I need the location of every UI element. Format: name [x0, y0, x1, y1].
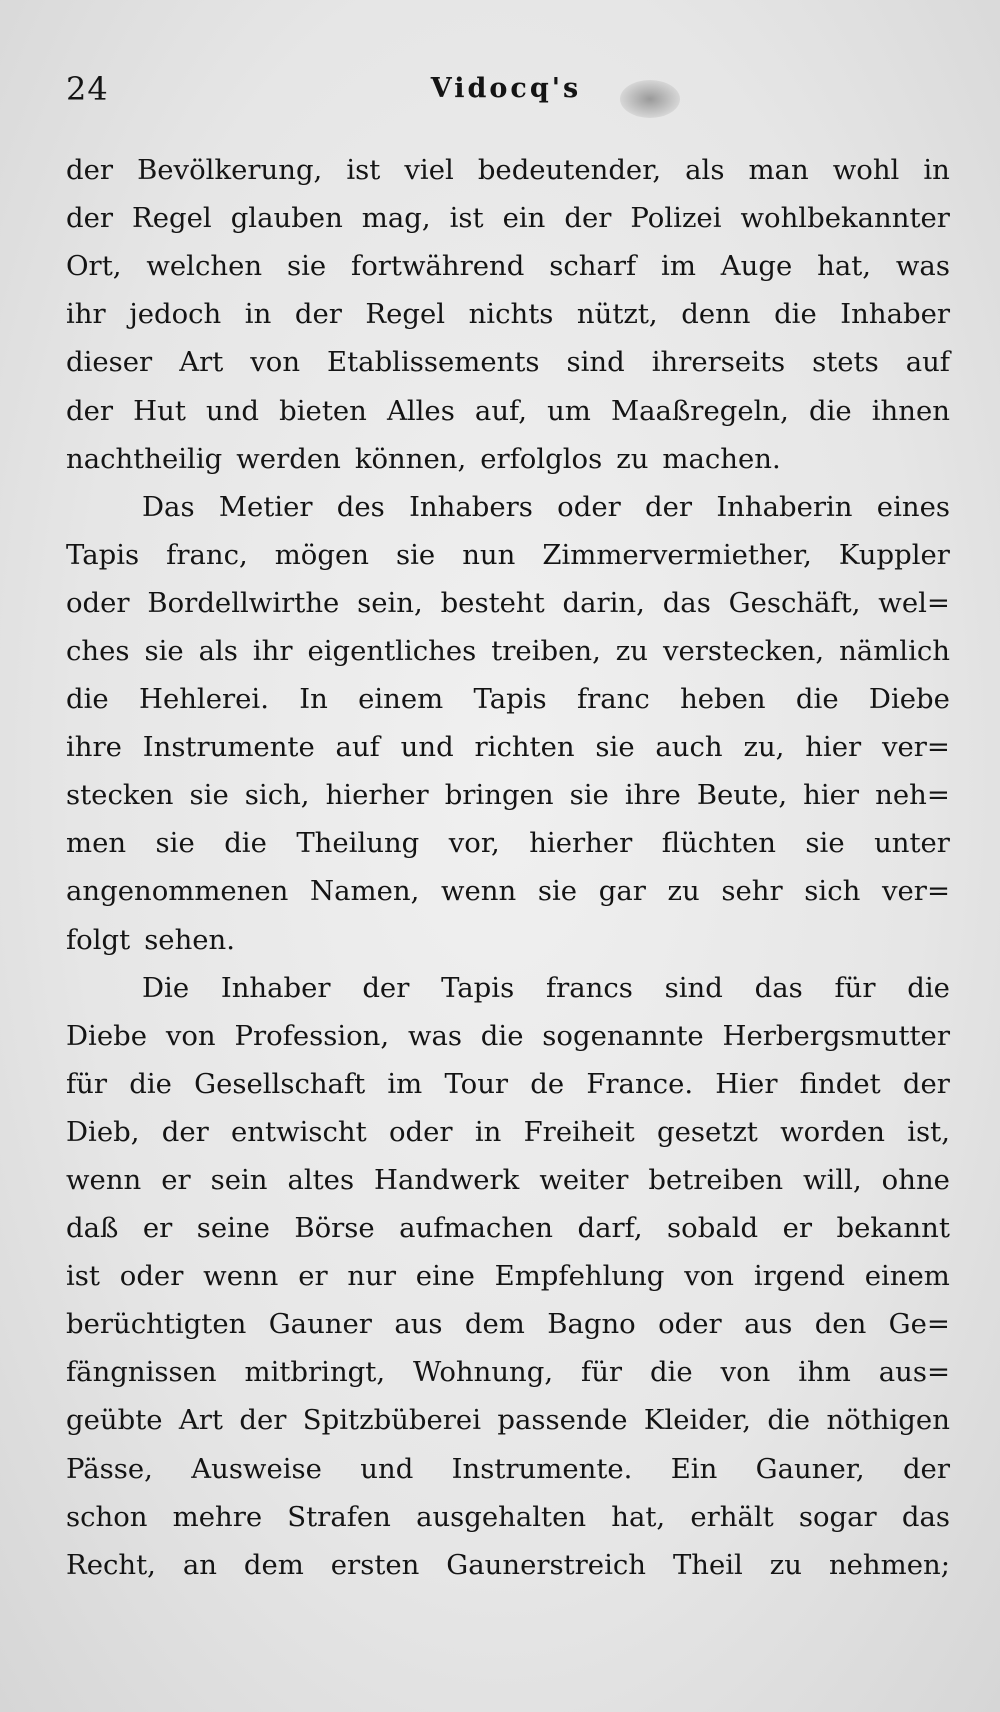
word: hier: [805, 731, 862, 764]
word: Art: [178, 1404, 223, 1437]
word: bekannt: [836, 1212, 950, 1245]
word: dem: [464, 1308, 525, 1341]
word: Gaunerstreich: [446, 1548, 646, 1581]
text-line: [66, 627, 950, 675]
word: fortwährend: [351, 250, 525, 283]
word: passende: [497, 1404, 628, 1437]
word: von: [250, 346, 301, 379]
word: sich,: [244, 779, 310, 812]
word: Wohnung,: [412, 1356, 554, 1389]
word: sind: [566, 346, 625, 379]
word: Freiheit: [523, 1115, 635, 1148]
word: von: [165, 1019, 216, 1052]
word: franc,: [166, 538, 248, 571]
word: Alles: [386, 394, 455, 427]
word: er: [782, 1212, 813, 1245]
word: einem: [358, 683, 444, 716]
word: ausgehalten: [416, 1500, 587, 1533]
word: werden: [236, 442, 341, 475]
word: In: [299, 683, 328, 716]
word: er: [161, 1164, 191, 1197]
word: für: [581, 1356, 623, 1389]
word: der: [294, 298, 342, 331]
running-head: Vidocq's: [430, 73, 582, 104]
text-line: [66, 531, 950, 579]
word: von: [684, 1260, 735, 1293]
word: bedeutender,: [477, 154, 662, 187]
word: unter: [874, 827, 950, 860]
text-line: [66, 1396, 950, 1444]
word: Theil: [672, 1548, 743, 1581]
word: die: [767, 1404, 811, 1437]
word: Etablissements: [327, 346, 540, 379]
word: machen.: [662, 442, 781, 475]
word: Empfehlung: [494, 1260, 665, 1293]
word: für: [66, 1067, 108, 1100]
word: heben: [680, 683, 766, 716]
word: men: [66, 827, 127, 860]
word: Ausweise: [191, 1452, 322, 1485]
word: ver=: [881, 875, 950, 908]
word: der: [66, 154, 114, 187]
word: aufmachen: [399, 1212, 554, 1245]
word: an: [182, 1548, 217, 1581]
word: die: [907, 971, 950, 1004]
text-line: [66, 675, 950, 723]
word: stecken: [66, 779, 174, 812]
word: oder: [388, 1115, 453, 1148]
word: wenn: [203, 1260, 279, 1293]
word: der: [239, 1404, 287, 1437]
word: als: [198, 634, 238, 667]
word: Pässe,: [66, 1452, 153, 1485]
word: als: [685, 154, 725, 187]
word: vor,: [448, 827, 500, 860]
word: Das: [142, 490, 195, 523]
word: sehen.: [144, 923, 236, 956]
word: sie: [155, 827, 195, 860]
word: Diebe: [66, 1019, 147, 1052]
word: sehr: [721, 875, 783, 908]
word: Tapis: [473, 683, 547, 716]
word: bieten: [279, 394, 367, 427]
text-line: [66, 435, 950, 483]
word: die: [224, 827, 267, 860]
word: Gauner: [268, 1308, 372, 1341]
word: altes: [287, 1164, 355, 1197]
word: Polizei: [630, 202, 722, 235]
word: welchen: [146, 250, 263, 283]
word: nützt,: [576, 298, 658, 331]
word: sein: [210, 1164, 268, 1197]
word: zu: [769, 1548, 802, 1581]
text-line: [66, 1445, 950, 1493]
word: auf: [905, 346, 950, 379]
word: denn: [681, 298, 751, 331]
word: de: [530, 1067, 565, 1100]
text-line: [66, 1012, 950, 1060]
word: nichts: [468, 298, 554, 331]
word: dieser: [66, 346, 153, 379]
word: findet: [799, 1067, 881, 1100]
word: irgend: [753, 1260, 845, 1293]
word: wel=: [878, 586, 950, 619]
word: der: [362, 971, 410, 1004]
word: Inhaberin: [716, 490, 853, 523]
word: Ort,: [66, 250, 122, 283]
word: gar: [598, 875, 646, 908]
word: mag,: [361, 202, 431, 235]
text-line: [66, 1348, 950, 1396]
word: Zimmervermiether,: [542, 538, 812, 571]
word: darf,: [577, 1212, 643, 1245]
word: Instrumente.: [451, 1452, 633, 1485]
word: der: [902, 1067, 950, 1100]
word: eines: [876, 490, 950, 523]
text-line: [66, 1300, 950, 1348]
word: Dieb,: [66, 1115, 140, 1148]
text-line: [66, 1493, 950, 1541]
word: Diebe: [868, 683, 950, 716]
word: ist: [66, 1260, 100, 1293]
word: der: [66, 394, 114, 427]
word: wenn: [66, 1164, 142, 1197]
word: weiter: [539, 1164, 629, 1197]
word: das: [901, 1500, 950, 1533]
word: sogenannte: [542, 1019, 704, 1052]
word: Bordellwirthe: [147, 586, 340, 619]
word: Regel: [365, 298, 446, 331]
word: ersten: [330, 1548, 420, 1581]
word: und: [206, 394, 260, 427]
word: im: [661, 250, 696, 283]
word: der: [902, 1452, 950, 1485]
word: Gauner,: [755, 1452, 865, 1485]
word: Ge=: [888, 1308, 950, 1341]
word: ihr: [252, 634, 293, 667]
word: sie: [189, 779, 229, 812]
word: geübte: [66, 1404, 163, 1437]
word: die: [774, 298, 817, 331]
word: aus=: [878, 1356, 950, 1389]
word: treiben,: [491, 634, 601, 667]
word: nehmen;: [828, 1548, 950, 1581]
word: neh=: [875, 779, 950, 812]
word: Hehlerei.: [138, 683, 269, 716]
word: bringen: [444, 779, 554, 812]
word: Hier: [715, 1067, 778, 1100]
word: glauben: [230, 202, 343, 235]
word: schon: [66, 1500, 148, 1533]
word: nachtheilig: [66, 442, 223, 475]
word: können,: [354, 442, 467, 475]
word: nämlich: [839, 634, 950, 667]
word: ihre: [66, 731, 122, 764]
word: oder: [658, 1308, 722, 1341]
word: auf: [335, 731, 380, 764]
word: und: [360, 1452, 414, 1485]
page-header: [66, 64, 946, 114]
word: sogar: [798, 1500, 877, 1533]
text-line: [66, 579, 950, 627]
word: Hut: [133, 394, 186, 427]
word: und: [400, 731, 454, 764]
word: er: [142, 1212, 173, 1245]
word: Kleider,: [643, 1404, 752, 1437]
word: ches: [66, 634, 130, 667]
word: eine: [415, 1260, 475, 1293]
text-line: [66, 819, 950, 867]
word: die: [66, 683, 109, 716]
text-line: [66, 916, 950, 964]
word: entwischt: [231, 1115, 367, 1148]
text-line: [66, 1541, 950, 1589]
word: Inhaber: [840, 298, 950, 331]
word: Tapis: [441, 971, 515, 1004]
word: zu: [616, 442, 649, 475]
word: ist: [346, 154, 381, 187]
word: Tour: [444, 1067, 509, 1100]
text-line: [66, 386, 950, 434]
word: gesetzt: [657, 1115, 758, 1148]
word: ohne: [881, 1164, 950, 1197]
word: Spitzbüberei: [302, 1404, 481, 1437]
word: zu: [615, 634, 648, 667]
word: ihre: [624, 779, 681, 812]
word: wohlbekannter: [740, 202, 950, 235]
word: Kuppler: [838, 538, 950, 571]
word: ihm: [798, 1356, 851, 1389]
word: er: [298, 1260, 328, 1293]
word: richten: [474, 731, 575, 764]
word: franc: [576, 683, 650, 716]
word: berüchtigten: [66, 1308, 247, 1341]
word: nun: [462, 538, 516, 571]
word: von: [720, 1356, 771, 1389]
text-line: [66, 338, 950, 386]
word: sein,: [357, 586, 423, 619]
word: oder: [557, 490, 621, 523]
word: sie: [395, 538, 436, 571]
word: zu,: [743, 731, 785, 764]
word: Namen,: [310, 875, 420, 908]
word: Herbergsmutter: [722, 1019, 950, 1052]
word: das: [662, 586, 711, 619]
word: Tapis: [66, 538, 140, 571]
word: der: [66, 202, 114, 235]
word: Bevölkerung,: [137, 154, 323, 187]
word: die: [808, 394, 852, 427]
word: daß: [66, 1212, 119, 1245]
word: angenommenen: [66, 875, 289, 908]
word: France.: [586, 1067, 694, 1100]
word: seine: [196, 1212, 270, 1245]
text-line: [66, 242, 950, 290]
word: hierher: [325, 779, 429, 812]
word: ihrerseits: [651, 346, 786, 379]
word: will,: [803, 1164, 862, 1197]
word: Instrumente: [142, 731, 315, 764]
text-line: [66, 723, 950, 771]
word: sie: [805, 827, 845, 860]
word: den: [814, 1308, 867, 1341]
word: verstecken,: [662, 634, 825, 667]
word: die: [480, 1019, 524, 1052]
word: flüchten: [661, 827, 776, 860]
word: sie: [286, 250, 327, 283]
word: Theilung: [296, 827, 420, 860]
word: zu: [667, 875, 700, 908]
word: sobald: [667, 1212, 759, 1245]
word: Ein: [670, 1452, 718, 1485]
word: Inhaber: [220, 971, 331, 1004]
word: aus: [744, 1308, 793, 1341]
text-line: [66, 1204, 950, 1252]
word: jedoch: [129, 298, 222, 331]
word: Handwerk: [374, 1164, 520, 1197]
word: mehre: [172, 1500, 263, 1533]
word: man: [748, 154, 809, 187]
word: sich: [804, 875, 861, 908]
word: worden: [780, 1115, 885, 1148]
word: im: [387, 1067, 423, 1100]
word: Gesellschaft: [194, 1067, 366, 1100]
ink-smudge: [620, 80, 680, 118]
word: betreiben: [648, 1164, 784, 1197]
word: Bagno: [547, 1308, 636, 1341]
word: darin,: [562, 586, 645, 619]
word: nur: [347, 1260, 396, 1293]
word: die: [795, 683, 839, 716]
word: Inhabers: [409, 490, 533, 523]
word: mögen: [274, 538, 369, 571]
text-line: [66, 867, 950, 915]
word: Maaßregeln,: [610, 394, 789, 427]
word: erhält: [690, 1500, 774, 1533]
word: hierher: [529, 827, 633, 860]
word: Die: [142, 971, 190, 1004]
word: sie: [144, 634, 184, 667]
word: mitbringt,: [244, 1356, 386, 1389]
word: francs: [545, 971, 633, 1004]
word: Beute,: [696, 779, 788, 812]
word: eigentliches: [307, 634, 477, 667]
word: in: [244, 298, 272, 331]
text-line: [66, 1156, 950, 1204]
word: scharf: [549, 250, 637, 283]
word: auch: [655, 731, 723, 764]
word: Börse: [294, 1212, 375, 1245]
text-line: [66, 483, 950, 531]
word: der: [645, 490, 693, 523]
word: in: [474, 1115, 502, 1148]
word: für: [834, 971, 876, 1004]
word: Profession,: [234, 1019, 390, 1052]
word: fängnissen: [66, 1356, 217, 1389]
word: Auge: [720, 250, 793, 283]
word: viel: [404, 154, 454, 187]
word: was: [895, 250, 950, 283]
word: oder: [66, 586, 130, 619]
word: die: [129, 1067, 172, 1100]
word: folgt: [66, 923, 131, 956]
word: die: [649, 1356, 693, 1389]
word: hier: [803, 779, 860, 812]
page-number: 24: [66, 70, 109, 108]
word: hat,: [611, 1500, 666, 1533]
text-line: [66, 1108, 950, 1156]
word: ist,: [907, 1115, 950, 1148]
text-line: [66, 194, 950, 242]
word: besteht: [440, 586, 545, 619]
word: dem: [243, 1548, 304, 1581]
text-line: [66, 290, 950, 338]
word: sind: [664, 971, 723, 1004]
word: nöthigen: [826, 1404, 950, 1437]
text-line: [66, 771, 950, 819]
word: das: [754, 971, 803, 1004]
text-line: [66, 964, 950, 1012]
word: auf,: [474, 394, 527, 427]
word: des: [336, 490, 385, 523]
word: sie: [537, 875, 578, 908]
word: ihr: [66, 298, 106, 331]
word: aus: [394, 1308, 443, 1341]
word: wohl: [832, 154, 900, 187]
word: um: [547, 394, 591, 427]
word: ein: [502, 202, 546, 235]
text-line: [66, 146, 950, 194]
word: ist: [449, 202, 484, 235]
text-line: [66, 1060, 950, 1108]
word: der: [161, 1115, 209, 1148]
word: in: [923, 154, 950, 187]
word: sie: [569, 779, 609, 812]
word: Geschäft,: [728, 586, 861, 619]
word: Regel: [132, 202, 212, 235]
word: erfolglos: [480, 442, 603, 475]
word: Recht,: [66, 1548, 156, 1581]
word: ver=: [881, 731, 950, 764]
word: einem: [864, 1260, 950, 1293]
word: was: [407, 1019, 462, 1052]
word: sie: [595, 731, 635, 764]
word: stets: [812, 346, 879, 379]
text-line: [66, 1252, 950, 1300]
word: Metier: [218, 490, 313, 523]
word: oder: [119, 1260, 184, 1293]
word: der: [564, 202, 612, 235]
word: hat,: [817, 250, 872, 283]
word: Strafen: [287, 1500, 391, 1533]
word: Art: [179, 346, 224, 379]
body-text: [66, 146, 950, 1589]
word: ihnen: [871, 394, 950, 427]
word: wenn: [440, 875, 517, 908]
